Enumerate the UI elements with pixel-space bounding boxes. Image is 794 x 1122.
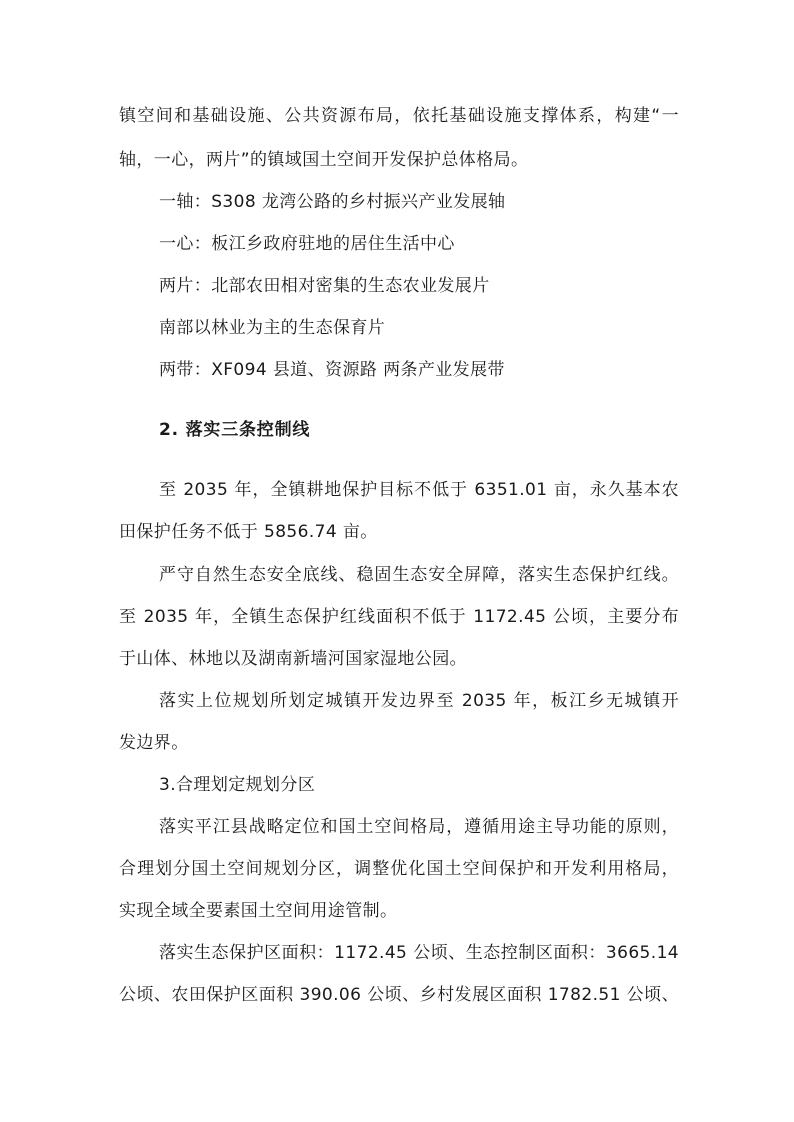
paragraph-line: 轴，一心，两片”的镇域国土空间开发保护总体格局。 xyxy=(119,150,529,170)
list-item-center: 一心：板江乡政府驻地的居住生活中心 xyxy=(159,234,455,254)
paragraph-line: 发边界。 xyxy=(119,733,189,753)
paragraph-line: 严守自然生态安全底线、稳固生态安全屏障，落实生态保护红线。 xyxy=(159,565,679,585)
paragraph-line: 落实平江县战略定位和国土空间格局，遵循用途主导功能的原则， xyxy=(159,817,679,837)
section-heading: 3.合理划定规划分区 xyxy=(159,775,316,795)
paragraph-line: 镇空间和基础设施、公共资源布局，依托基础设施支撑体系，构建“一 xyxy=(119,106,679,126)
list-item-areas: 两片：北部农田相对密集的生态农业发展片 xyxy=(159,276,490,296)
section-heading: 2. 落实三条控制线 xyxy=(159,420,311,440)
paragraph-line: 落实上位规划所划定城镇开发边界至 2035 年，板江乡无城镇开 xyxy=(159,691,679,711)
paragraph-line: 至 2035 年，全镇生态保护红线面积不低于 1172.45 公顷，主要分布 xyxy=(119,607,679,627)
paragraph-line: 于山体、林地以及湖南新墙河国家湿地公园。 xyxy=(119,649,467,669)
paragraph-line: 田保护任务不低于 5856.74 亩。 xyxy=(119,522,378,542)
paragraph-line: 至 2035 年，全镇耕地保护目标不低于 6351.01 亩，永久基本农 xyxy=(159,480,679,500)
paragraph-line: 实现全域全要素国土空间用途管制。 xyxy=(119,901,398,921)
paragraph-line: 合理划分国土空间规划分区，调整优化国土空间保护和开发利用格局， xyxy=(119,859,679,879)
list-item-areas-south: 南部以林业为主的生态保育片 xyxy=(159,318,386,338)
paragraph-line: 落实生态保护区面积：1172.45 公顷、生态控制区面积：3665.14 xyxy=(159,943,679,963)
list-item-axis: 一轴：S308 龙湾公路的乡村振兴产业发展轴 xyxy=(159,192,506,212)
paragraph-line: 公顷、农田保护区面积 390.06 公顷、乡村发展区面积 1782.51 公顷、 xyxy=(119,985,679,1005)
list-item-belts: 两带：XF094 县道、资源路 两条产业发展带 xyxy=(159,360,505,380)
